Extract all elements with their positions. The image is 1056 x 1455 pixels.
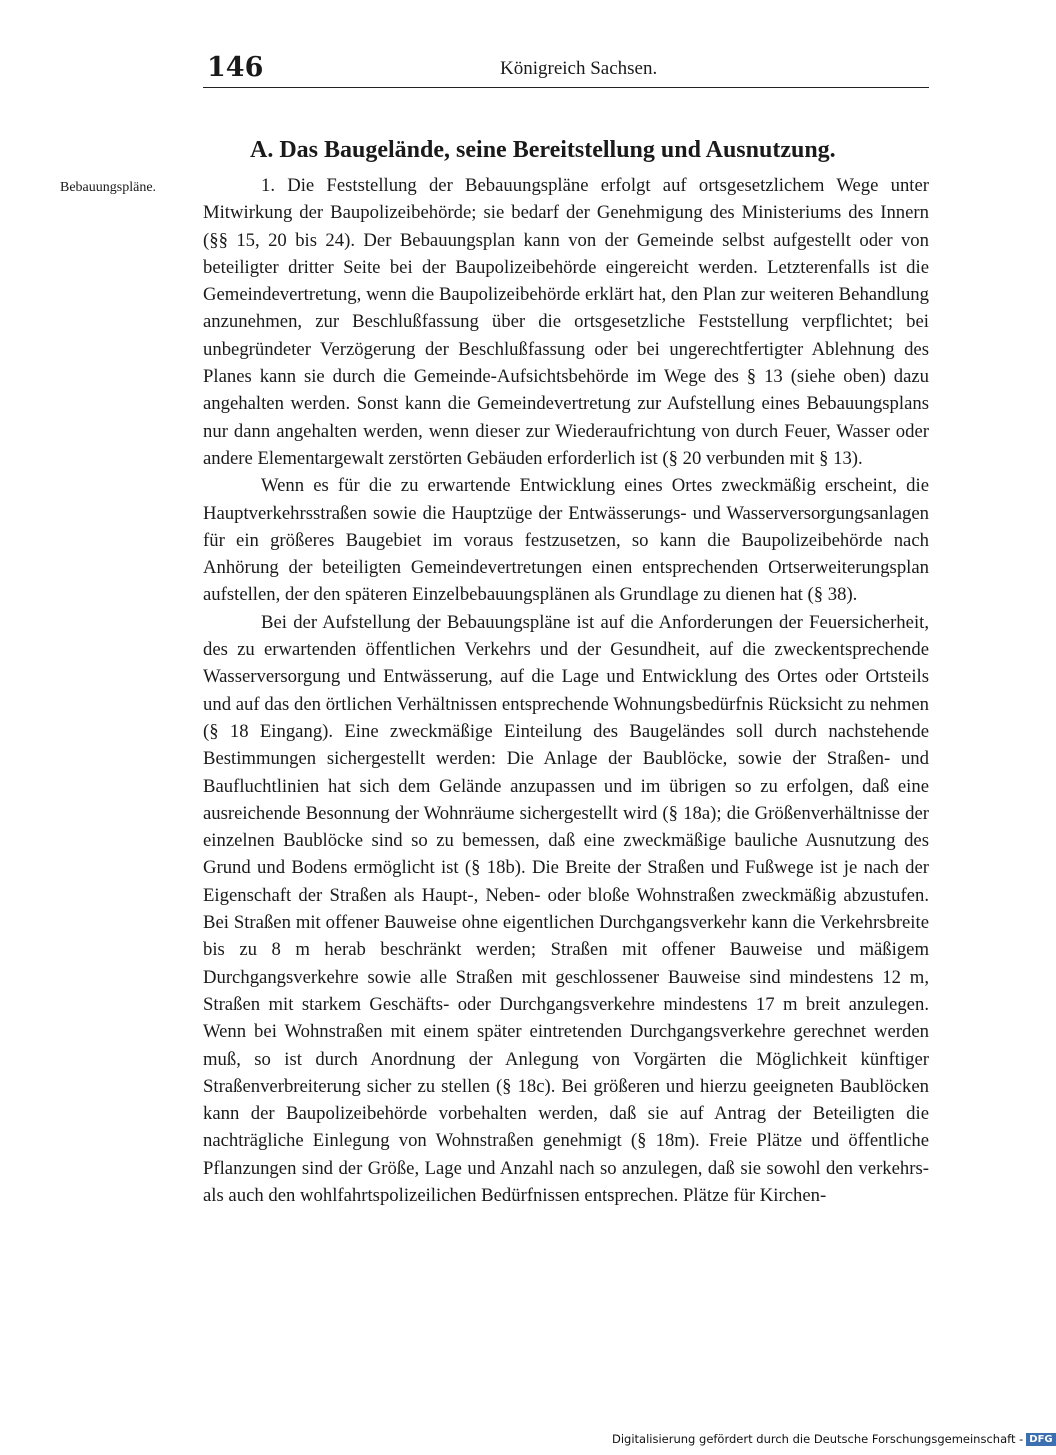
dfg-logo: DFG bbox=[1026, 1433, 1055, 1446]
running-title: Königreich Sachsen. bbox=[500, 58, 658, 79]
header-rule bbox=[203, 87, 929, 88]
margin-note: Bebauungspläne. bbox=[60, 180, 157, 195]
page-number: 146 bbox=[207, 52, 264, 83]
footer-text: Digitalisierung gefördert durch die Deutsche Forschungsgemeinschaft - bbox=[612, 1432, 1024, 1446]
paragraph: 1. Die Feststellung der Bebauungspläne erfolgt auf ortsgesetzlichem Wege unter Mitwirkung der Baupolizeibehörde; sie bedarf der Genehmigung des Ministeriums des Innern (§§ 15, 20 bis 24). Der Bebauungsplan kann von der Gemeinde selbst aufgestellt oder von beteiligter dritter Seite bei der Baupolizeibehörde eingereicht werden. Letzterenfalls ist die Gemeindevertretung, wenn die Baupolizeibehörde erklärt hat, den Plan zur weiteren Behandlung anzunehmen, zur Beschlußfassung über die ortsgesetzliche Feststellung verpflichtet; bei unbegründeter Verzögerung der Beschlußfassung oder bei ungerechtfertigter Ablehnung des Planes kann sie durch die Gemeinde-Aufsichtsbehörde im Wege des § 13 (siehe oben) dazu angehalten werden. Sonst kann die Gemeindevertretung zur Aufstellung eines Bebauungsplans nur dann angehalten werden, wenn dieser zur Wiederaufrichtung von durch Feuer, Wasser oder andere Elementargewalt zerstörten Gebäuden erforderlich ist (§ 20 verbunden mit § 13). bbox=[203, 175, 929, 469]
digitization-footer bbox=[612, 1432, 1056, 1446]
section-title: A. Das Baugelände, seine Bereitstellung und Ausnutzung. bbox=[250, 137, 836, 163]
paragraph: Wenn es für die zu erwartende Entwicklung eines Ortes zweckmäßig erscheint, die Hauptverkehrsstraßen sowie die Hauptzüge der Entwässerungs- und Wasserversorgungsanlagen für ein größeres Baugebiet im voraus festzusetzen, so kann die Baupolizeibehörde nach Anhörung der beteiligten Gemeindevertretungen einen entsprechenden Ortserweiterungsplan aufstellen, der den späteren Einzelbebauungsplänen als Grundlage zu dienen hat (§ 38). bbox=[203, 475, 929, 606]
paragraph: Bei der Aufstellung der Bebauungspläne ist auf die Anforderungen der Feuersicherheit, des zu erwartenden öffentlichen Verkehrs und der Gesundheit, auf die zweckentsprechende Wasserversorgung und Entwässerung, auf die Lage und Entwicklung des Ortes oder Ortsteils und auf das den örtlichen Verhältnissen entsprechende Wohnungsbedürfnis Rücksicht zu nehmen (§ 18 Eingang). Eine zweckmäßige Einteilung des Baugeländes soll durch nachstehende Bestimmungen sichergestellt werden: Die Anlage der Baublöcke, sowie der Straßen- und Baufluchtlinien hat sich dem Gelände anzupassen und im übrigen so zu erfolgen, daß eine ausreichende Besonnung der Wohnräume sichergestellt wird (§ 18a); die Größenverhältnisse der einzelnen Baublöcke sind so zu bemessen, daß eine zweckmäßige bauliche Ausnutzung des Grund und Bodens ermöglicht ist (§ 18b). Die Breite der Straßen und Fußwege ist je nach der Eigenschaft der Straßen als Haupt-, Neben- oder bloße Wohnstraßen zweckmäßig abzustufen. Bei Straßen mit offener Bauweise ohne eigentlichen Durchgangsverkehr kann die Verkehrsbreite bis zu 8 m herab beschränkt werden; Straßen mit offener Bauweise und mäßigem Durchgangsverkehre sowie alle Straßen mit geschlossener Bauweise sind mindestens 12 m, Straßen mit starkem Geschäfts- oder Durchgangsverkehre mindestens 17 m breit anzulegen. Wenn bei Wohnstraßen mit einem später eintretenden Durchgangsverkehre gerechnet werden muß, so ist durch Anordnung der Anlegung von Vorgärten die Möglichkeit künftiger Straßenverbreiterung sicher zu stellen (§ 18c). Bei größeren und hierzu geeigneten Baublöcken kann der Baupolizeibehörde vorbehalten werden, daß sie auf Antrag der Beteiligten die nachträgliche Einlegung von Wohnstraßen genehmigt (§ 18m). Freie Plätze und öffentliche Pflanzungen sind der Größe, Lage und Anzahl nach so anzulegen, daß sie sowohl den verkehrs- als auch den wohlfahrtspolizeilichen Bedürfnissen entsprechen. Plätze für Kirchen- bbox=[203, 611, 929, 1206]
body-text bbox=[203, 172, 929, 1209]
